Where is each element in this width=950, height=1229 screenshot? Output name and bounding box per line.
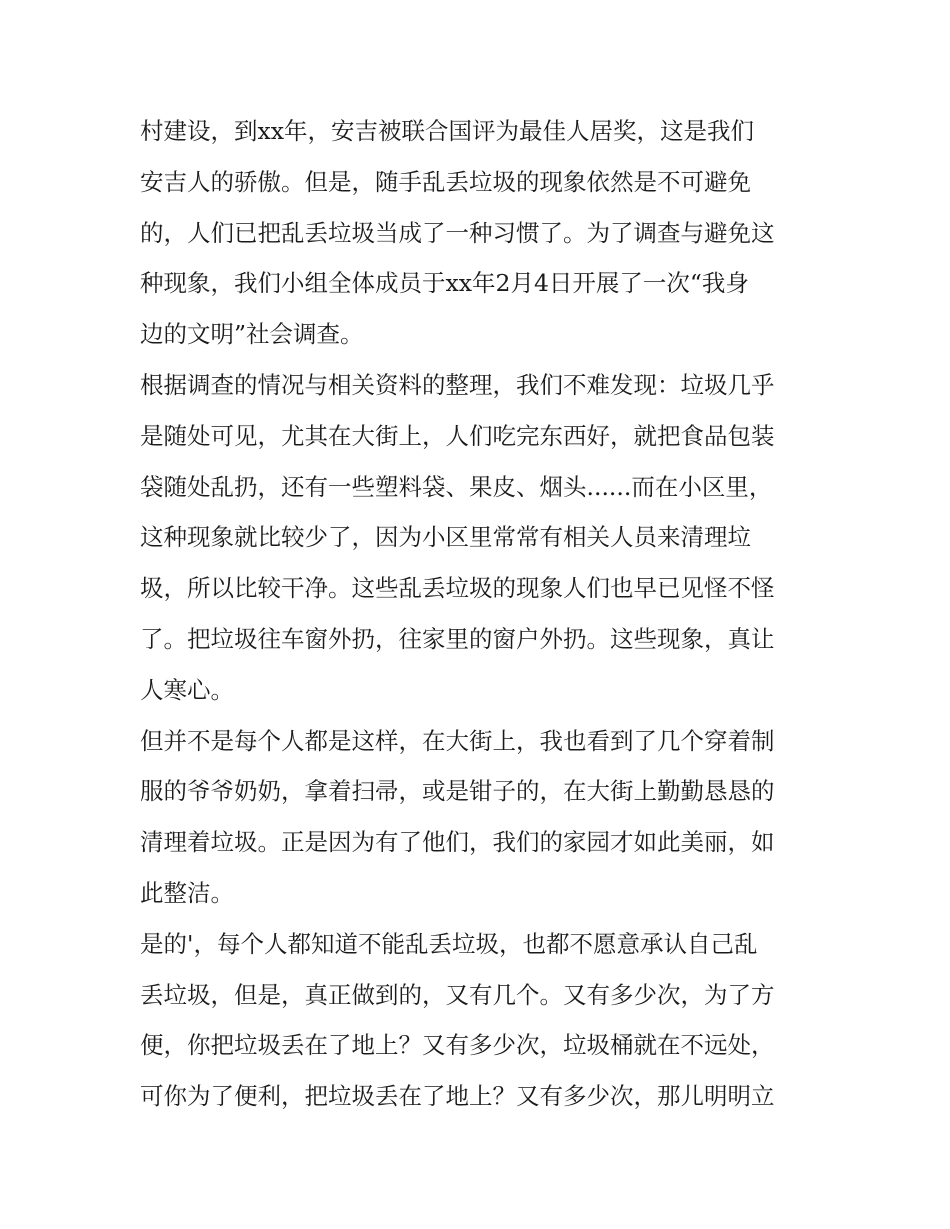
text-line: 这种现象就比较少了，因为小区里常常有相关人员来清理垃: [140, 523, 751, 552]
text-line: 此整洁。: [140, 878, 234, 907]
text-line: 服的爷爷奶奶，拿着扫帚，或是钳子的，在大街上勤勤恳恳的: [140, 777, 775, 806]
text-line: 是的'，每个人都知道不能乱丢垃圾，也都不愿意承认自己乱: [140, 929, 758, 958]
text-line: 人寒心。: [140, 675, 234, 704]
body-text: [140, 106, 820, 1122]
text-line: 的，人们已把乱丢垃圾当成了一种习惯了。为了调查与避免这: [140, 218, 775, 247]
text-line: 便，你把垃圾丢在了地上？又有多少次，垃圾桶就在不远处，: [140, 1031, 775, 1060]
text-line: 是随处可见，尤其在大街上，人们吃完东西好，就把食品包装: [140, 421, 775, 450]
text-line: 种现象，我们小组全体成员于xx年2月4日开展了一次“我身: [140, 269, 749, 298]
text-line: 了。把垃圾往车窗外扔，往家里的窗户外扔。这些现象，真让: [140, 624, 775, 653]
text-line: 圾，所以比较干净。这些乱丢垃圾的现象人们也早已见怪不怪: [140, 574, 775, 603]
text-line: 根据调查的情况与相关资料的整理，我们不难发现：垃圾几乎: [140, 370, 775, 399]
text-line: 丢垃圾，但是，真正做到的，又有几个。又有多少次，为了方: [140, 980, 775, 1009]
text-line: 可你为了便利，把垃圾丢在了地上？又有多少次，那儿明明立: [140, 1082, 775, 1111]
text-line: 安吉人的骄傲。但是，随手乱丢垃圾的现象依然是不可避免: [140, 167, 751, 196]
text-line: 但并不是每个人都是这样，在大街上，我也看到了几个穿着制: [140, 726, 775, 755]
text-line: 袋随处乱扔，还有一些塑料袋、果皮、烟头......而在小区里，: [140, 472, 773, 501]
text-line: 村建设，到xx年，安吉被联合国评为最佳人居奖，这是我们: [140, 117, 755, 145]
text-line: 清理着垃圾。正是因为有了他们，我们的家园才如此美丽，如: [140, 828, 775, 857]
text-line: 边的文明”社会调查。: [140, 320, 364, 349]
